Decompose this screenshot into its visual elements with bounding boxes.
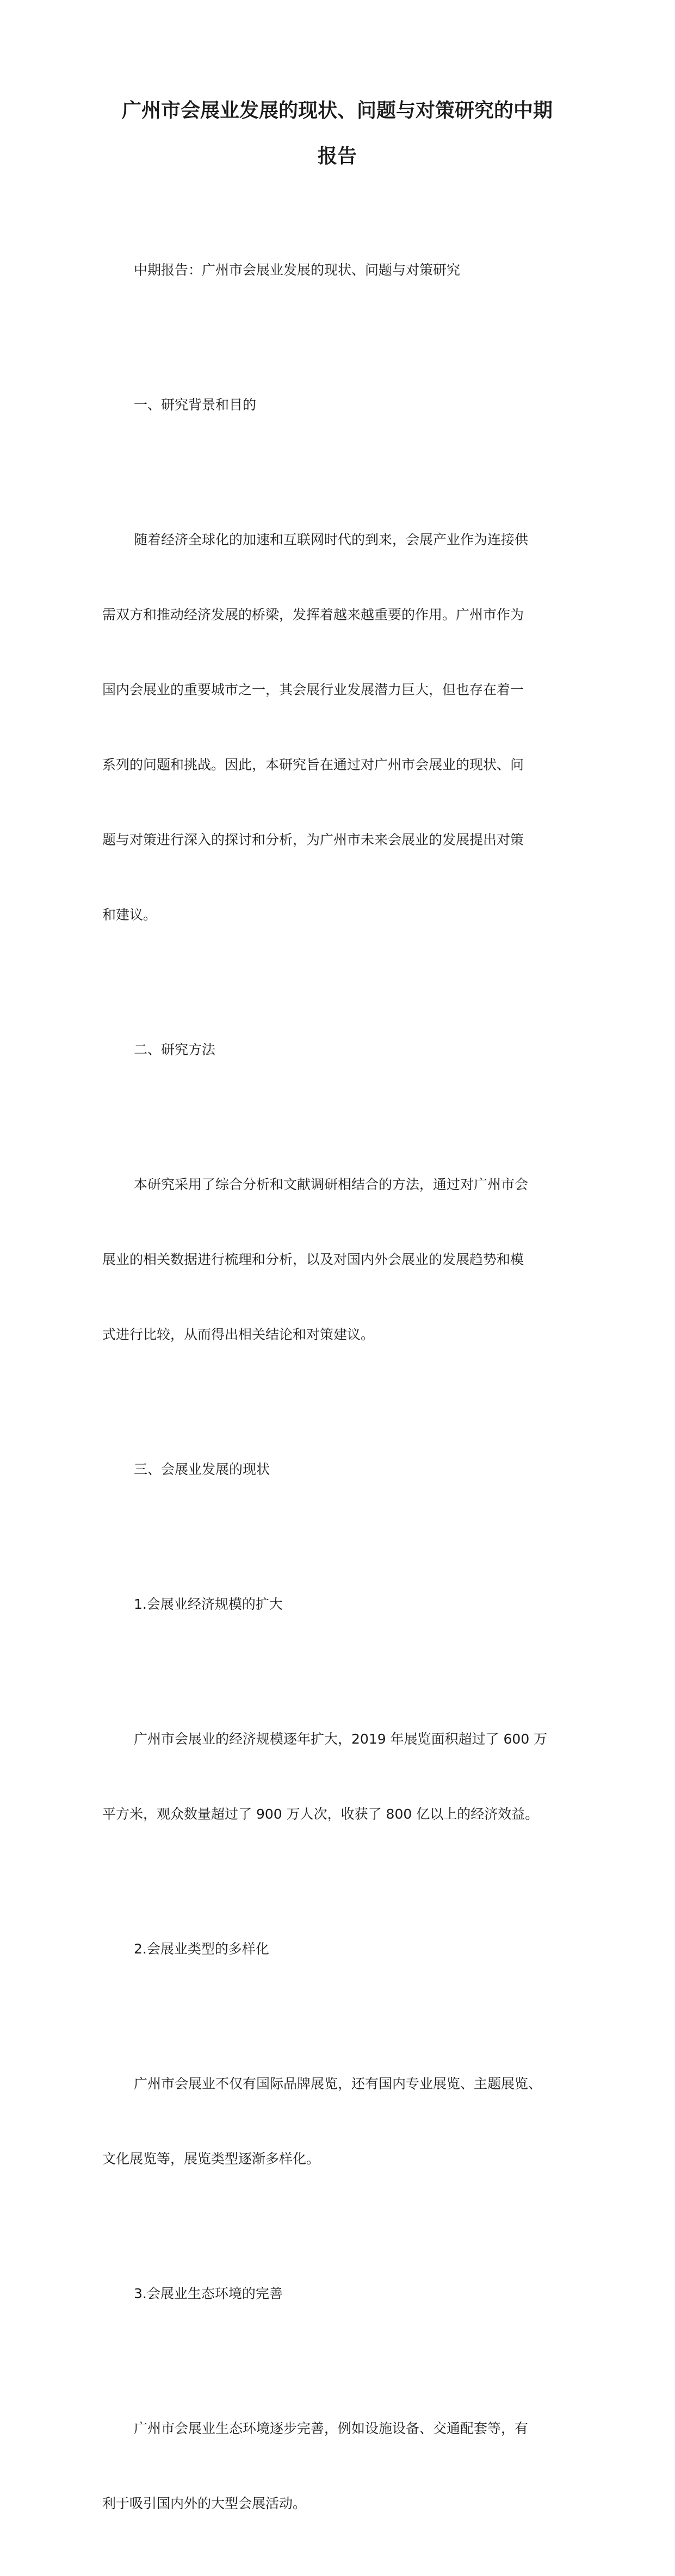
subheading-economic-scale xyxy=(102,1542,581,1667)
text-line: 随着经济全球化的加速和互联网时代的到来，会展产业作为连接供 xyxy=(134,532,529,547)
section-heading-status xyxy=(102,1407,581,1532)
subheading-diversity xyxy=(102,1887,581,2012)
section-heading-background xyxy=(102,343,581,468)
text-line: 需双方和推动经济发展的桥梁，发挥着越来越重要的作用。广州市作为 xyxy=(102,607,524,623)
text-line: 1.会展业经济规模的扩大 xyxy=(134,1596,283,1612)
subheading-ecosystem xyxy=(102,2231,581,2356)
text-line: 二、研究方法 xyxy=(134,1042,216,1057)
paragraph-ecosystem xyxy=(102,2366,581,2566)
document-title-line-1: 广州市会展业发展的现状、问题与对策研究的中期 xyxy=(121,99,553,122)
paragraph-economic-scale xyxy=(102,1677,581,1877)
text-line: 式进行比较，从而得出相关结论和对策建议。 xyxy=(102,1327,375,1342)
text-line: 展业的相关数据进行梳理和分析，以及对国内外会展业的发展趋势和模 xyxy=(102,1252,524,1267)
text-line: 和建议。 xyxy=(102,907,157,923)
text-line: 国内会展业的重要城市之一，其会展行业发展潜力巨大，但也存在着一 xyxy=(102,682,524,698)
text-line: 系列的问题和挑战。因此，本研究旨在通过对广州市会展业的现状、问 xyxy=(102,757,524,773)
text-line: 本研究采用了综合分析和文献调研相结合的方法，通过对广州市会 xyxy=(134,1177,529,1192)
text-line: 三、会展业发展的现状 xyxy=(134,1461,270,1477)
text-line: 一、研究背景和目的 xyxy=(134,397,257,413)
text-line: 利于吸引国内外的大型会展活动。 xyxy=(102,2496,307,2511)
text-line: 中期报告：广州市会展业发展的现状、问题与对策研究 xyxy=(134,262,461,278)
paragraph-background xyxy=(102,477,581,978)
paragraph-method xyxy=(102,1122,581,1397)
document-title-line-2: 报告 xyxy=(317,145,357,167)
text-line: 平方米，观众数量超过了 900 万人次，收获了 800 亿以上的经济效益。 xyxy=(102,1806,539,1822)
text-line: 文化展览等，展览类型逐渐多样化。 xyxy=(102,2151,320,2167)
report-subtitle xyxy=(102,208,581,333)
paragraph-diversity xyxy=(102,2021,581,2222)
text-line: 3.会展业生态环境的完善 xyxy=(134,2286,283,2301)
section-heading-method xyxy=(102,987,581,1112)
text-line: 广州市会展业不仅有国际品牌展览，还有国内专业展览、主题展览、 xyxy=(134,2076,542,2092)
text-line: 题与对策进行深入的探讨和分析，为广州市未来会展业的发展提出对策 xyxy=(102,832,524,848)
text-line: 广州市会展业生态环境逐步完善，例如设施设备、交通配套等，有 xyxy=(134,2421,529,2436)
text-line: 2.会展业类型的多样化 xyxy=(134,1941,269,1957)
document-body xyxy=(102,208,581,2576)
text-line: 广州市会展业的经济规模逐年扩大，2019 年展览面积超过了 600 万 xyxy=(134,1731,548,1747)
